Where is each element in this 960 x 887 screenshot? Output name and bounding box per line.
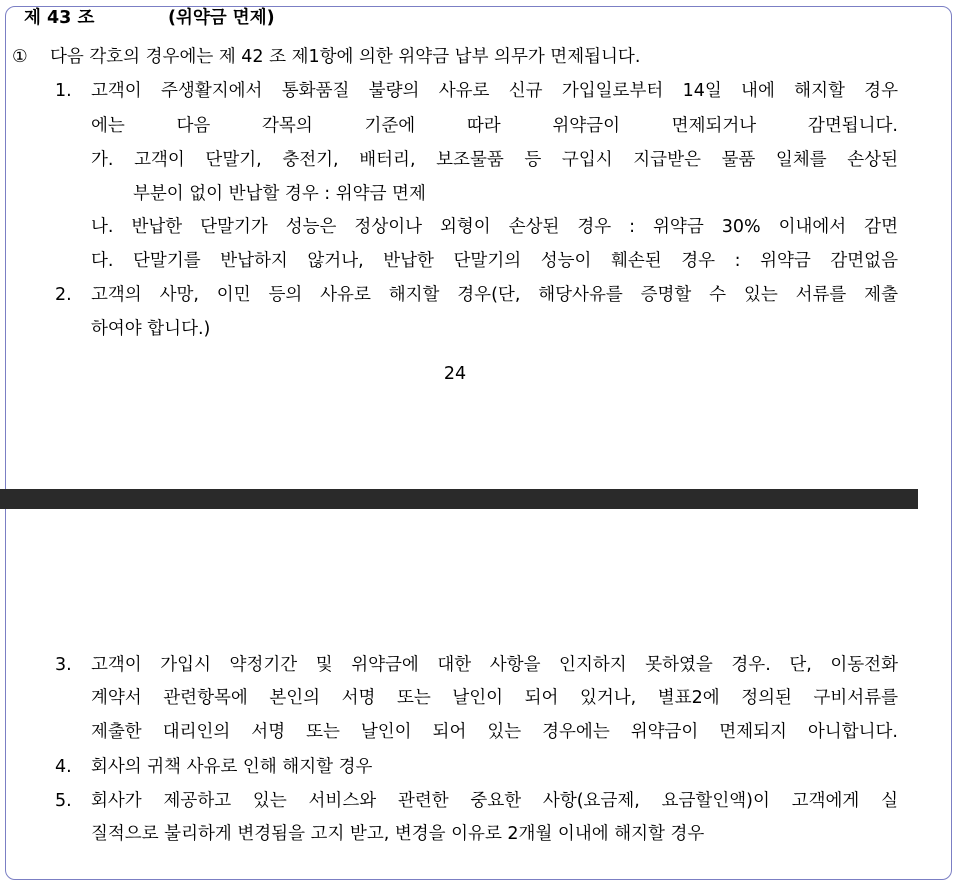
item-2-number: 2.	[55, 285, 72, 305]
item-1-line-2: 에는 다음 각목의 기준에 따라 위약금이 면제되거나 감면됩니다.	[91, 116, 898, 136]
item-5-line-2: 질적으로 불리하게 변경됨을 고지 받고, 변경을 이유로 2개월 이내에 해지할 경우	[91, 824, 705, 844]
clause-marker: ①	[12, 47, 28, 67]
item-2-line-2: 하여야 합니다.)	[91, 319, 211, 339]
clause-text: 다음 각호의 경우에는 제 42 조 제1항에 의한 위약금 납부 의무가 면제됩니다.	[50, 47, 641, 67]
item-5-line-1: 회사가 제공하고 있는 서비스와 관련한 중요한 사항(요금제, 요금할인액)이 고객에게 실	[91, 791, 898, 811]
item-2-line-1: 고객의 사망, 이민 등의 사유로 해지할 경우(단, 해당사유를 증명할 수 있는 서류를 제출	[91, 285, 898, 305]
subitem-na-line-1: 나. 반납한 단말기가 성능은 정상이나 외형이 손상된 경우 : 위약금 30% 이내에서 감면	[91, 217, 898, 237]
article-number: 제 43 조	[24, 8, 95, 28]
item-3-number: 3.	[55, 655, 72, 675]
item-4-number: 4.	[55, 757, 72, 777]
page-break-divider	[0, 489, 918, 509]
item-1-number: 1.	[55, 81, 72, 101]
item-1-line-1: 고객이 주생활지에서 통화품질 불량의 사유로 신규 가입일로부터 14일 내에 해지할 경우	[91, 81, 898, 101]
subitem-ga-line-1: 가. 고객이 단말기, 충전기, 배터리, 보조물품 등 구입시 지급받은 물품 일체를 손상된	[91, 150, 898, 170]
item-4-line-1: 회사의 귀책 사유로 인해 해지할 경우	[91, 757, 373, 777]
item-3-line-3: 제출한 대리인의 서명 또는 날인이 되어 있는 경우에는 위약금이 면제되지 아니합니다.	[91, 722, 898, 742]
article-title: (위약금 면제)	[168, 8, 275, 28]
item-5-number: 5.	[55, 791, 72, 811]
item-3-line-1: 고객이 가입시 약정기간 및 위약금에 대한 사항을 인지하지 못하였을 경우. 단, 이동전화	[91, 655, 898, 675]
page-number: 24	[443, 364, 467, 384]
subitem-ga-line-2: 부분이 없이 반납할 경우 : 위약금 면제	[133, 184, 426, 204]
item-3-line-2: 계약서 관련항목에 본인의 서명 또는 날인이 되어 있거나, 별표2에 정의된 구비서류를	[91, 688, 898, 708]
subitem-da-line-1: 다. 단말기를 반납하지 않거나, 반납한 단말기의 성능이 훼손된 경우 : 위약금 감면없음	[91, 251, 898, 271]
